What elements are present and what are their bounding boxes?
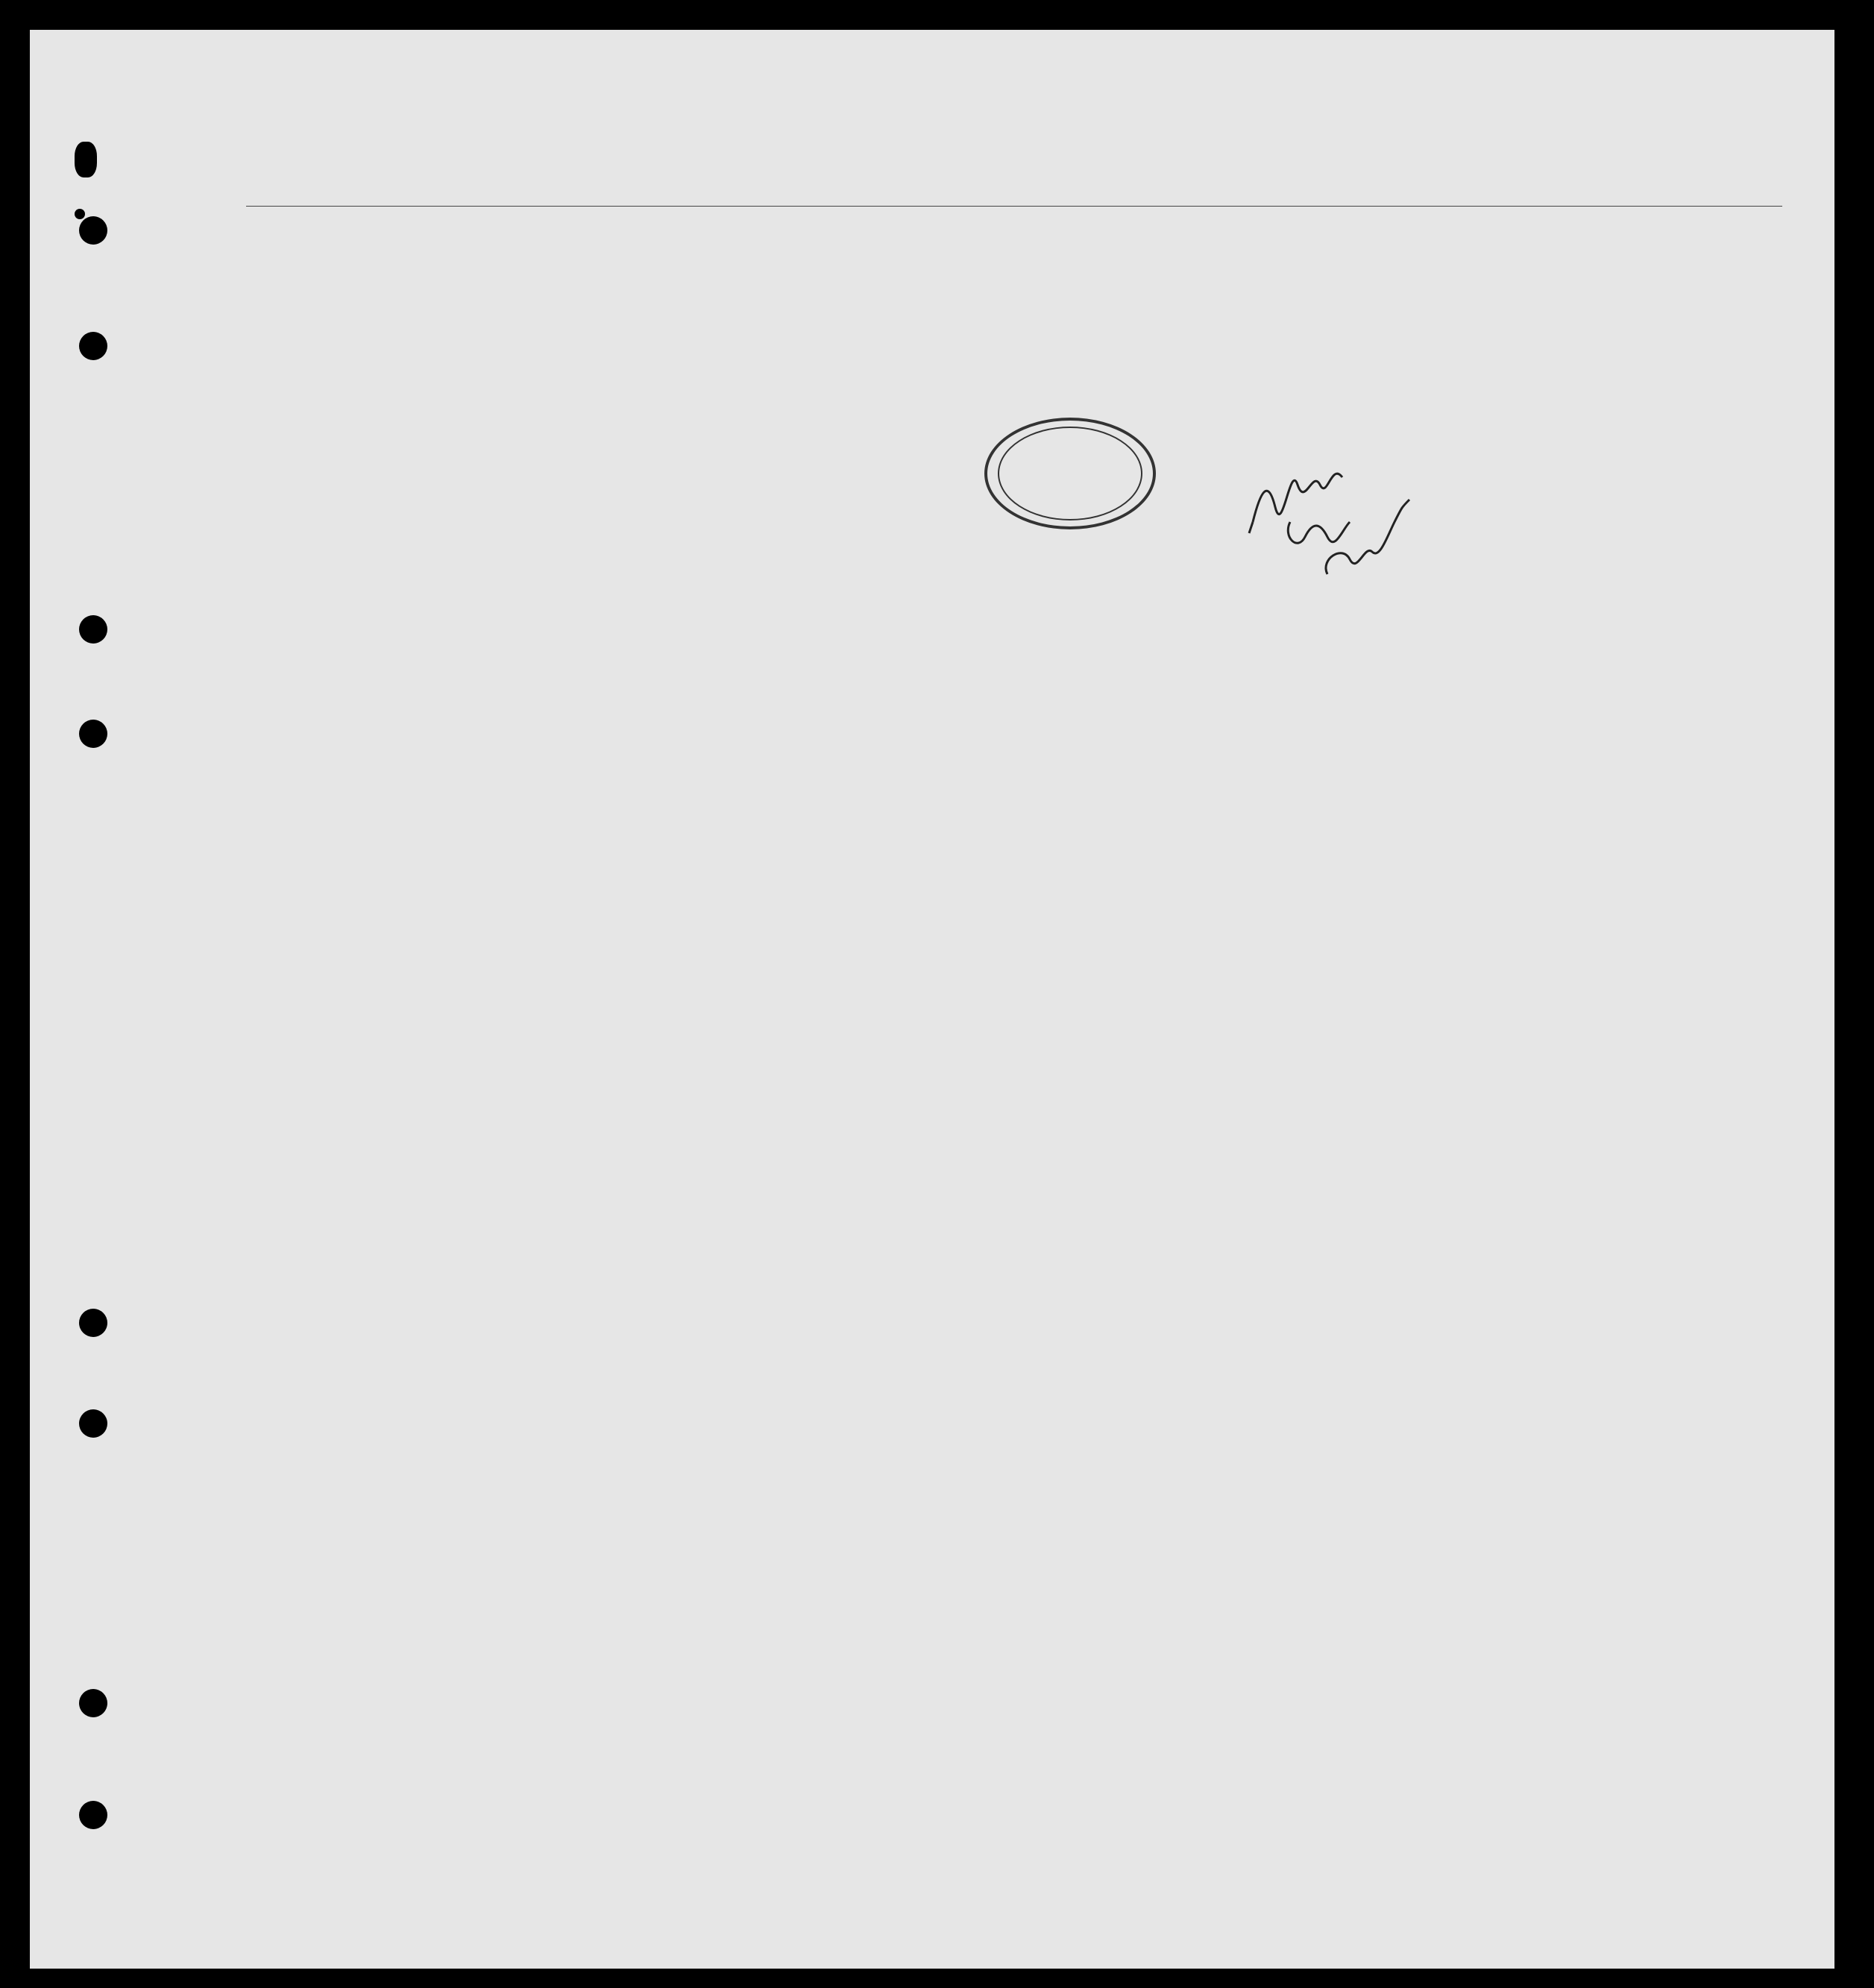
manifest-grid <box>30 30 1834 1969</box>
manifest-page <box>30 30 1834 1969</box>
handwritten-signature <box>1238 432 1432 597</box>
mercantile-marine-office-stamp <box>984 418 1156 529</box>
